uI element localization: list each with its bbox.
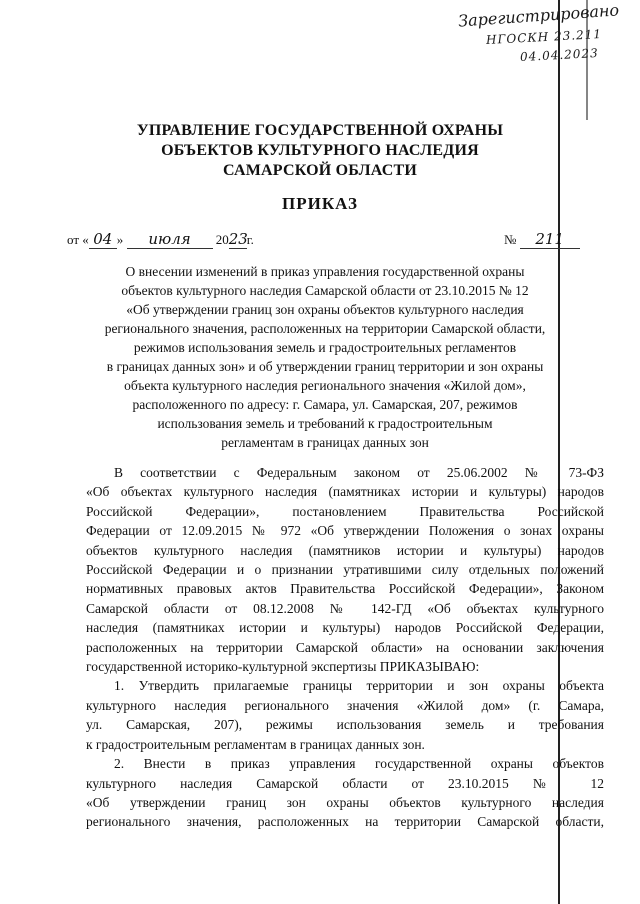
subject-line: в границах данных зон» и об утверждении границ территории и зон охраны <box>106 359 544 374</box>
handwritten-registration-note: Зарегистрировано <box>457 0 620 31</box>
order-body <box>86 463 604 832</box>
clause-2-line: 2. Внести в приказ управления государственной охраны объектов <box>114 756 604 772</box>
subject-line: регламентам в границах данных зон <box>221 435 429 450</box>
number-value: 211 <box>520 230 580 249</box>
body-line: Российской Федерации и о признании утратившими силу отдельных положений <box>86 562 604 578</box>
body-line: расположенных на территории Самарской области» на основании заключения <box>86 639 604 655</box>
subject-line: «Об утверждении границ зон охраны объектов культурного наследия <box>126 302 524 317</box>
subject-line: расположенного по адресу: г. Самара, ул. Самарская, 207, режимов <box>132 397 518 412</box>
body-line: «Об объектах культурного наследия (памятниках истории и культуры) народов <box>86 484 604 500</box>
subject-line: О внесении изменений в приказ управления государственной охраны <box>125 264 525 279</box>
clause-2-line: «Об утверждении границ зон охраны объектов культурного наследия <box>86 794 604 810</box>
body-line: Российской Федерации», постановлением Правительства Российской <box>86 503 604 519</box>
handwritten-registration-number: НГОСКН 23.211 <box>485 26 603 48</box>
organization-name-line-2: ОБЪЕКТОВ КУЛЬТУРНОГО НАСЛЕДИЯ <box>161 142 479 159</box>
organization-name-line-1: УПРАВЛЕНИЕ ГОСУДАРСТВЕННОЙ ОХРАНЫ <box>136 122 504 139</box>
subject-line: объекта культурного наследия регионального значения «Жилой дом», <box>124 378 526 393</box>
order-date <box>67 230 254 249</box>
subject-line: использования земель и требований к градостроительным <box>157 416 493 431</box>
body-line: нормативных правовых актов Правительства Российской Федерации», Законом <box>86 581 604 597</box>
date-mid: » <box>116 232 124 247</box>
body-line: Самарской области от 08.12.2008 № 142-ГД «Об объектах культурного <box>86 600 604 616</box>
number-label: № <box>504 232 517 247</box>
order-subject <box>76 262 574 452</box>
date-suffix: г. <box>246 232 254 247</box>
clause-1-line: к градостроительным регламентам в границах данных зон. <box>86 736 425 752</box>
subject-line: регионального значения, расположенных на территории Самарской области, <box>104 321 546 336</box>
body-line: объектов культурного наследия (памятников истории и культуры) народов <box>86 542 604 558</box>
date-prefix: от « <box>67 232 89 247</box>
date-year: 23 <box>228 230 248 248</box>
body-line: Федерации от 12.09.2015 № 972 «Об утверждении Положения о зонах охраны <box>86 523 604 539</box>
date-month: июля <box>127 230 213 249</box>
body-line: В соответствии с Федеральным законом от 25.06.2002 № 73-ФЗ <box>114 465 604 480</box>
organization-name-line-3: САМАРСКОЙ ОБЛАСТИ <box>223 162 417 179</box>
subject-line: объектов культурного наследия Самарской области от 23.10.2015 № 12 <box>121 283 529 298</box>
body-line: наследия (памятниках истории и культуры) народов Российской Федерации, <box>86 620 604 636</box>
clause-1-line: 1. Утвердить прилагаемые границы территории и зон охраны объекта <box>114 678 604 694</box>
date-day: 04 <box>89 230 117 249</box>
clause-2-line: регионального значения, расположенных на территории Самарской области, <box>86 814 604 830</box>
document-type-title: ПРИКАЗ <box>282 194 358 213</box>
body-line: государственной историко-культурной экспертизы ПРИКАЗЫВАЮ: <box>86 659 480 675</box>
date-year-prefix: 20 <box>215 232 229 247</box>
order-number <box>504 230 580 249</box>
clause-1-line: ул. Самарская, 207), режимы использования земель и требования <box>86 717 604 733</box>
subject-line: режимов использования земель и градостроительных регламентов <box>133 340 517 355</box>
handwritten-registration-date: 04.04.2023 <box>519 45 600 65</box>
clause-2-line: культурного наследия Самарской области от 23.10.2015 № 12 <box>86 775 604 791</box>
clause-1-line: культурного наследия регионального значения «Жилой дом» (г. Самара, <box>86 697 604 713</box>
